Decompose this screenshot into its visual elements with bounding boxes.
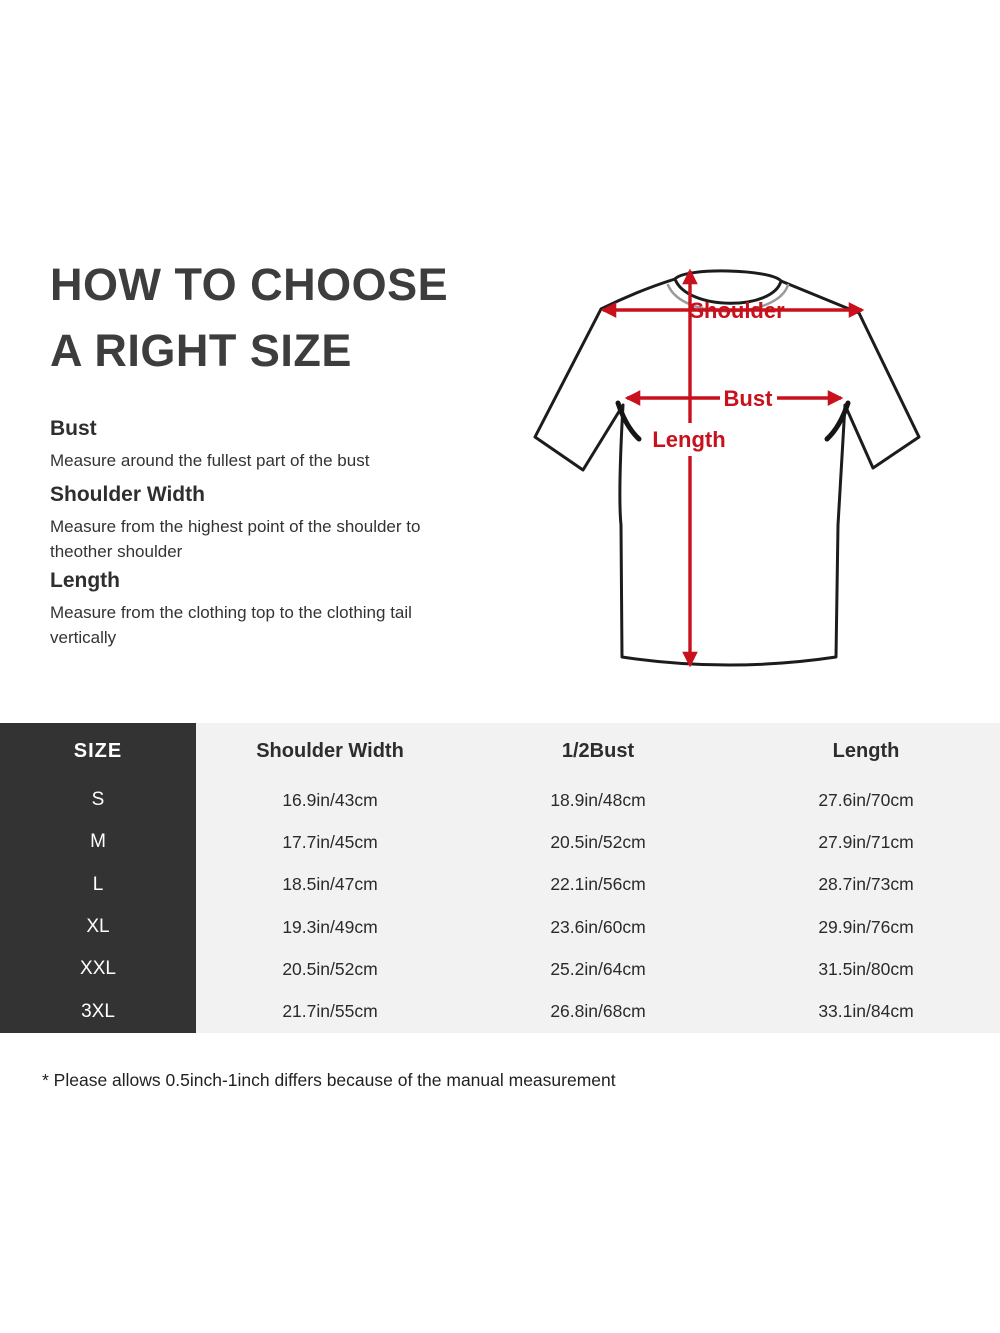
page-title xyxy=(50,252,448,384)
length-cell: 31.5in/80cm xyxy=(818,958,914,979)
tshirt-outline xyxy=(535,271,919,665)
shoulder-cell: 18.5in/47cm xyxy=(282,874,378,895)
page-title-line1: HOW TO CHOOSE xyxy=(50,259,449,310)
length-cell: 28.7in/73cm xyxy=(818,874,914,895)
instruction-length xyxy=(50,569,445,650)
tshirt-measurement-diagram xyxy=(527,255,927,685)
shoulder-cell: 20.5in/52cm xyxy=(282,958,378,979)
shoulder-cell: 17.7in/45cm xyxy=(282,831,378,852)
size-table xyxy=(0,723,1000,1033)
instruction-bust-term: Bust xyxy=(50,417,97,440)
size-cell: L xyxy=(0,864,196,906)
instruction-shoulder-width xyxy=(50,483,445,564)
halfbust-cell: 18.9in/48cm xyxy=(550,789,646,810)
shoulder-arrow-label: Shoulder xyxy=(689,298,785,323)
size-table-header-shoulder: Shoulder Width xyxy=(256,739,404,762)
instruction-shoulder-desc: Measure from the highest point of the shoulder to theother shoulder xyxy=(50,517,421,561)
halfbust-cell: 25.2in/64cm xyxy=(550,958,646,979)
halfbust-cell: 26.8in/68cm xyxy=(550,1001,646,1022)
page-title-line2: A RIGHT SIZE xyxy=(50,325,352,376)
size-table-header-halfbust: 1/2Bust xyxy=(561,739,635,762)
length-cell: 33.1in/84cm xyxy=(818,1001,914,1022)
halfbust-cell: 20.5in/52cm xyxy=(550,831,646,852)
halfbust-cell: 23.6in/60cm xyxy=(550,916,646,937)
instruction-bust-desc: Measure around the fullest part of the bust xyxy=(50,451,370,470)
shoulder-cell: 21.7in/55cm xyxy=(282,1001,378,1022)
size-table-header-length: Length xyxy=(832,739,900,762)
size-cell: 3XL xyxy=(0,991,196,1033)
shoulder-cell: 16.9in/43cm xyxy=(282,789,378,810)
size-cell: M xyxy=(0,821,196,863)
bust-arrow-label: Bust xyxy=(723,386,773,411)
halfbust-cell: 22.1in/56cm xyxy=(550,874,646,895)
instruction-length-term: Length xyxy=(50,569,120,592)
size-cell: XL xyxy=(0,906,196,948)
length-cell: 27.6in/70cm xyxy=(818,789,914,810)
size-table-header-size: SIZE xyxy=(0,723,196,779)
size-cell: S xyxy=(0,779,196,821)
size-cell: XXL xyxy=(0,948,196,990)
length-arrow-label: Length xyxy=(652,427,726,452)
instruction-shoulder-term: Shoulder Width xyxy=(50,483,205,506)
length-cell: 29.9in/76cm xyxy=(818,916,914,937)
instruction-bust xyxy=(50,417,445,473)
length-cell: 27.9in/71cm xyxy=(818,831,914,852)
shoulder-cell: 19.3in/49cm xyxy=(282,916,378,937)
measurement-disclaimer: * Please allows 0.5inch-1inch differs because of the manual measurement xyxy=(42,1070,616,1090)
instruction-length-desc: Measure from the clothing top to the clothing tail vertically xyxy=(50,603,412,647)
